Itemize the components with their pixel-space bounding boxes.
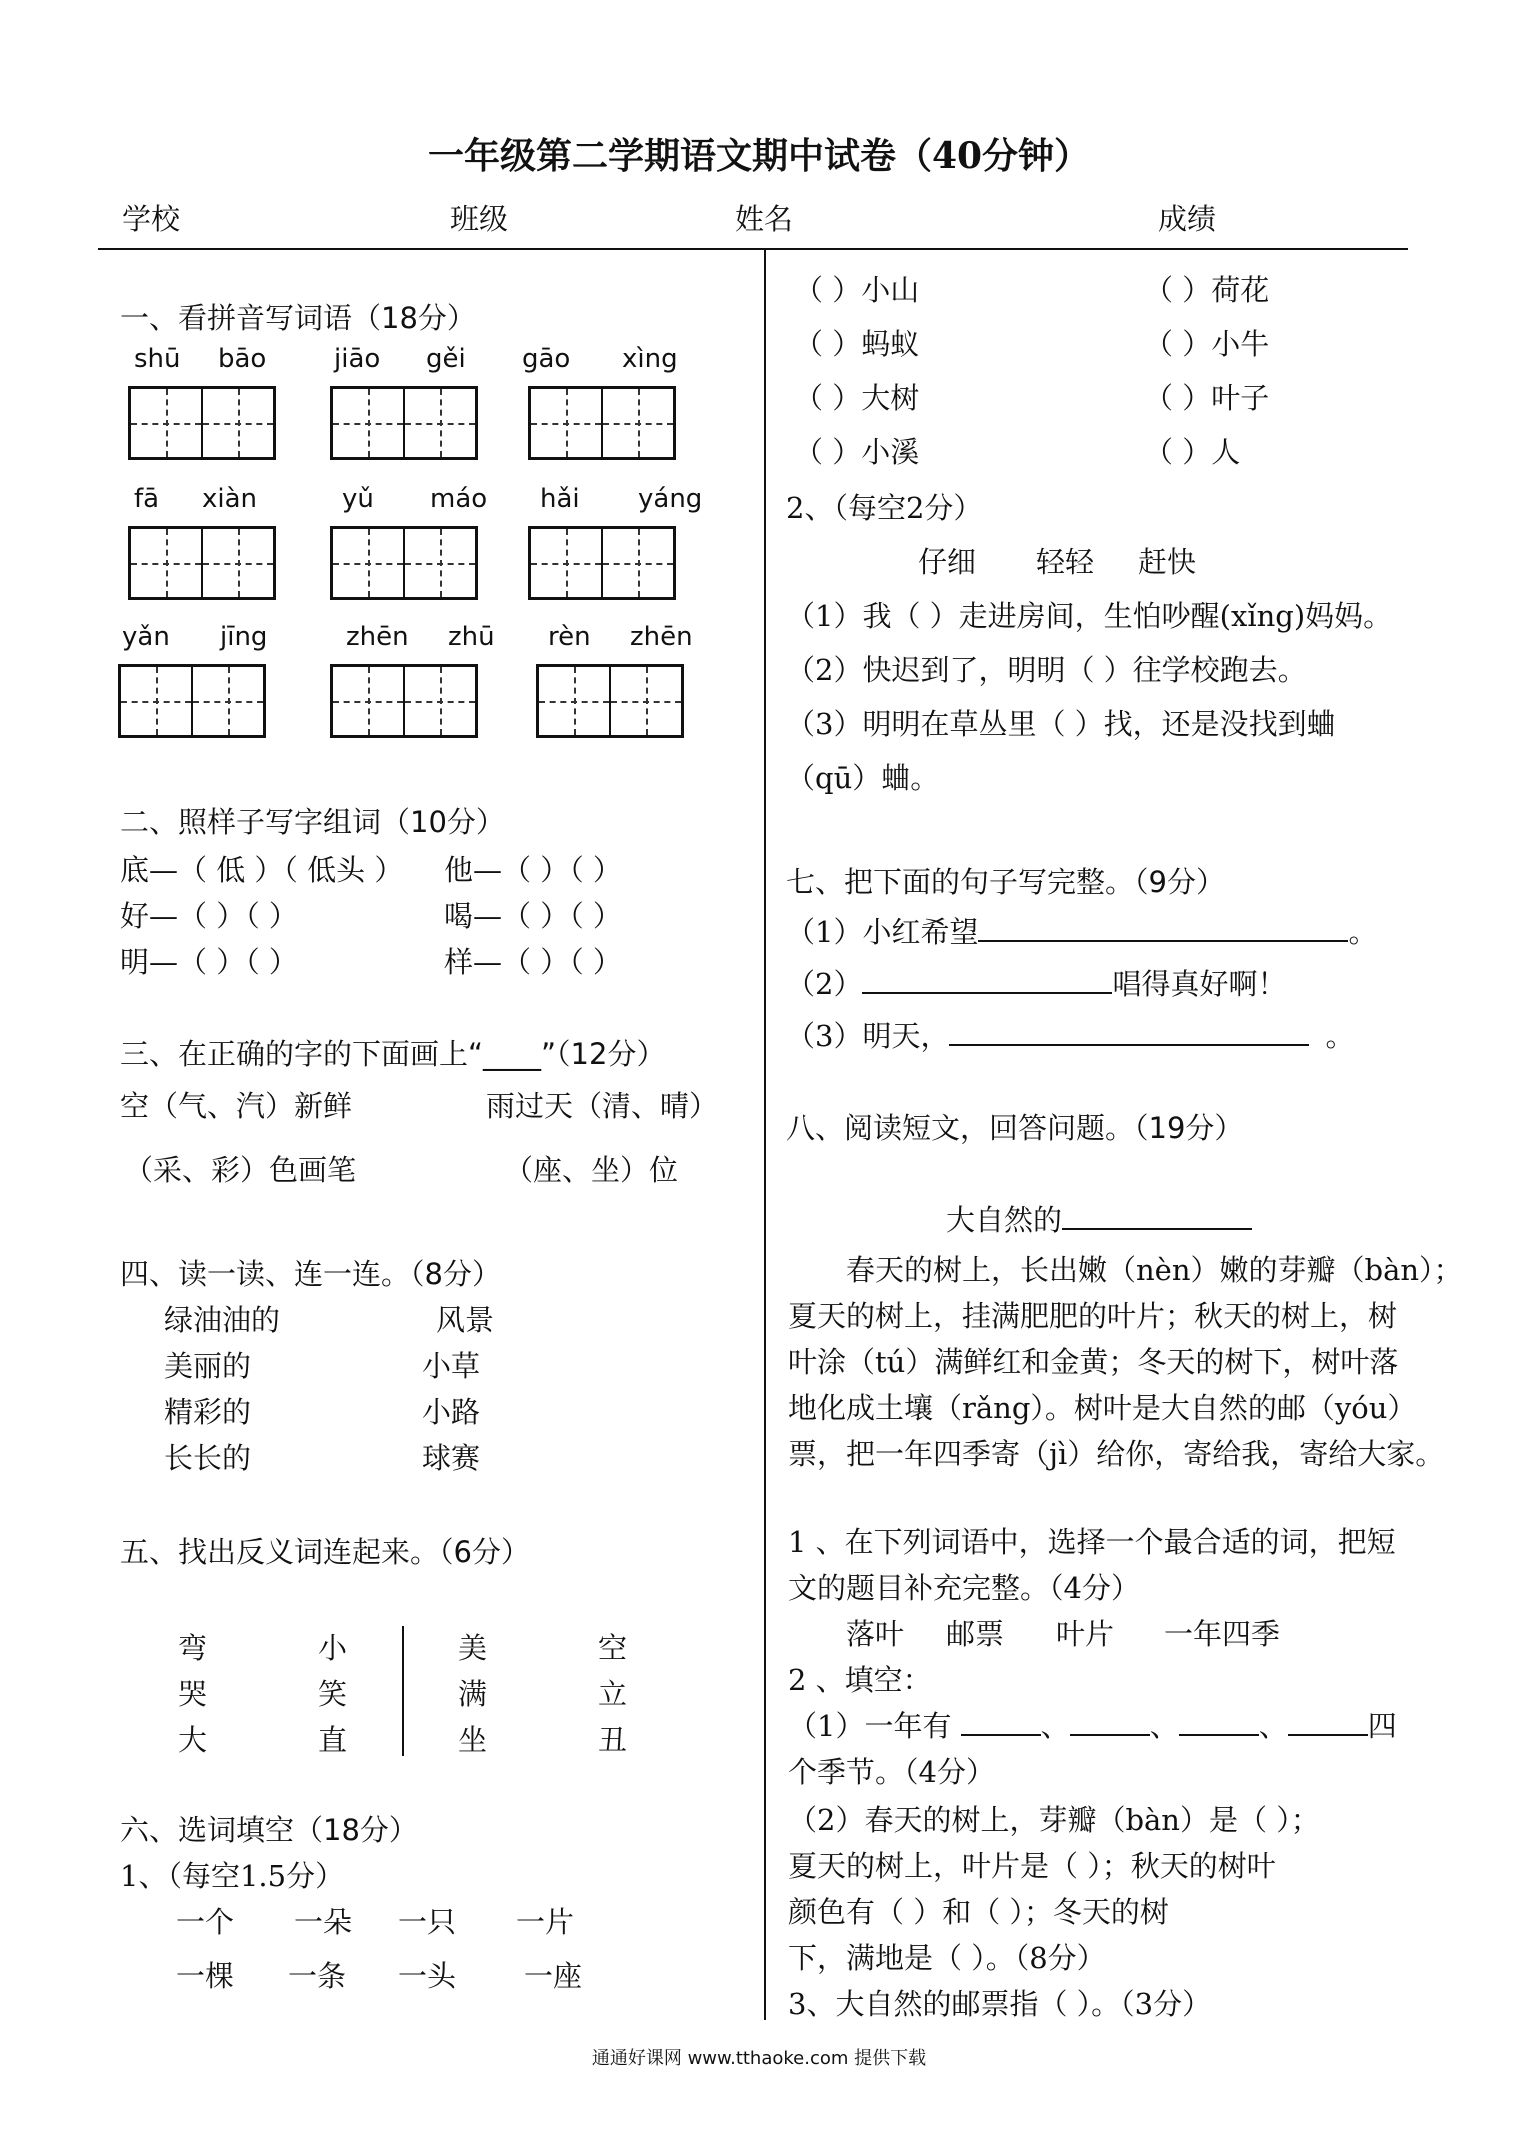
passage-line: 春天的树上，长出嫩（nèn）嫩的芽瓣（bàn）；	[846, 1253, 1463, 1287]
word-group-line[interactable]: 喝—（ ）（ ）	[444, 899, 622, 933]
match-right-item[interactable]: 风景	[436, 1303, 495, 1337]
fill-pair[interactable]: （ ）荷花	[1144, 273, 1270, 307]
choice-word: 仔细	[918, 545, 977, 579]
measure-word: 一条	[288, 1959, 347, 1993]
measure-word: 一个	[176, 1905, 235, 1939]
writing-grid[interactable]	[330, 526, 478, 600]
section6-sub2: 2、（每空2分）	[786, 491, 983, 525]
question-text: 1 、在下列词语中，选择一个最合适的词，把短	[788, 1525, 1396, 1559]
sentence-prefix: （1）小红希望	[786, 915, 979, 949]
pinyin: bāo	[218, 344, 267, 374]
antonym-word[interactable]: 空	[598, 1631, 628, 1665]
header-school-label: 学校	[122, 202, 181, 236]
footer: 通通好课网 www.tthaoke.com 提供下载	[591, 2048, 927, 2069]
choice-item[interactable]: 雨过天（清、晴）	[486, 1089, 719, 1123]
antonym-word[interactable]: 坐	[458, 1723, 488, 1757]
answer-line[interactable]	[978, 914, 1348, 942]
antonym-word[interactable]: 丑	[598, 1723, 628, 1757]
pinyin: xìng	[622, 344, 678, 374]
complete-sentence-3[interactable]	[786, 1014, 1354, 1055]
fill-pair[interactable]: （ ）小溪	[794, 435, 920, 469]
answer-line[interactable]	[1070, 1708, 1150, 1736]
passage-title-text: 大自然的	[946, 1203, 1063, 1237]
section6-heading: 六、选词填空（18分）	[120, 1813, 418, 1847]
fill-pair[interactable]: （ ）小牛	[1144, 327, 1270, 361]
pinyin: máo	[430, 484, 488, 514]
fill-sentence[interactable]: （2）春天的树上，芽瓣（bàn）是（ ）；	[788, 1803, 1320, 1837]
measure-word: 一座	[524, 1959, 583, 1993]
passage-line: 叶涂（tú）满鲜红和金黄；冬天的树下，树叶落	[788, 1345, 1399, 1379]
writing-grid[interactable]	[528, 526, 676, 600]
fill-seasons[interactable]	[788, 1704, 1397, 1745]
passage-line: 票，把一年四季寄（jì）给你，寄给我，寄给大家。	[788, 1437, 1445, 1471]
match-left-item[interactable]: 绿油油的	[164, 1303, 281, 1337]
pinyin: zhēn	[346, 622, 409, 652]
measure-word: 一头	[398, 1959, 457, 1993]
match-right-item[interactable]: 小草	[422, 1349, 481, 1383]
fill-sentence[interactable]: 下，满地是（ ）。（8分）	[788, 1941, 1106, 1975]
antonym-word[interactable]: 大	[178, 1723, 208, 1757]
section8-heading: 八、阅读短文，回答问题。（19分）	[786, 1111, 1244, 1145]
column-divider	[764, 250, 766, 2020]
header-divider	[98, 248, 1408, 250]
sentence-suffix: 。	[1325, 1019, 1355, 1053]
writing-grid[interactable]	[330, 664, 478, 738]
option-word[interactable]: 一年四季	[1164, 1617, 1281, 1651]
separator: 、	[1149, 1709, 1179, 1743]
separator: 、	[1258, 1709, 1288, 1743]
passage-line: 夏天的树上，挂满肥肥的叶片；秋天的树上，树	[788, 1299, 1398, 1333]
section7-heading: 七、把下面的句子写完整。（9分）	[786, 865, 1225, 899]
separator: 、	[1040, 1709, 1070, 1743]
section5-heading: 五、找出反义词连起来。（6分）	[120, 1535, 530, 1569]
passage-line: 地化成土壤（rǎng）。树叶是大自然的邮（yóu）	[788, 1391, 1417, 1425]
pinyin: yǎn	[122, 622, 170, 652]
match-left-item[interactable]: 精彩的	[164, 1395, 252, 1429]
fill-pair[interactable]: （ ）人	[1144, 435, 1241, 469]
choice-item[interactable]: （采、彩）色画笔	[124, 1153, 357, 1187]
fill-pair[interactable]: （ ）大树	[794, 381, 920, 415]
section2-heading: 二、照样子写字组词（10分）	[120, 805, 505, 839]
match-left-item[interactable]: 美丽的	[164, 1349, 252, 1383]
pinyin: yǔ	[342, 484, 374, 514]
section1-heading: 一、看拼音写词语（18分）	[120, 301, 476, 335]
section3-heading: 三、在正确的字的下面画上“____”（12分）	[120, 1037, 666, 1071]
fill-sentence[interactable]: （1）我（ ）走进房间，生怕吵醒(xǐng)妈妈。	[786, 599, 1393, 633]
choice-word: 赶快	[1138, 545, 1197, 579]
fill-sentence[interactable]: 夏天的树上，叶片是（ ）；秋天的树叶	[788, 1849, 1276, 1883]
option-word[interactable]: 落叶	[846, 1617, 905, 1651]
antonym-word[interactable]: 直	[318, 1723, 348, 1757]
fill-sentence[interactable]: 颜色有（ ）和（ ）；冬天的树	[788, 1895, 1169, 1929]
page-title: 一年级第二学期语文期中试卷（40分钟）	[427, 135, 1091, 177]
word-group-line[interactable]: 好—（ ）（ ）	[120, 899, 298, 933]
pinyin: xiàn	[202, 484, 258, 514]
complete-sentence-2[interactable]	[786, 962, 1286, 1003]
match-right-item[interactable]: 小路	[422, 1395, 481, 1429]
fill-sentence[interactable]: 3、大自然的邮票指（ ）。（3分）	[788, 1987, 1212, 2021]
question-text: 2 、填空：	[788, 1663, 932, 1697]
choice-word: 轻轻	[1036, 545, 1095, 579]
antonym-word[interactable]: 哭	[178, 1677, 208, 1711]
antonym-word[interactable]: 美	[458, 1631, 488, 1665]
pinyin: fā	[134, 484, 160, 514]
section6-sub1: 1、（每空1.5分）	[120, 1859, 345, 1893]
antonym-word[interactable]: 笑	[318, 1677, 348, 1711]
fill-sentence-cont: （qū）蛐。	[786, 761, 940, 795]
question-text: 个季节。（4分）	[788, 1755, 995, 1789]
sentence-suffix: 。	[1348, 915, 1378, 949]
writing-grid[interactable]	[528, 386, 676, 460]
pinyin: zhū	[448, 622, 495, 652]
answer-line[interactable]	[1179, 1708, 1259, 1736]
header-score-label: 成绩	[1158, 202, 1217, 236]
antonym-word[interactable]: 小	[318, 1631, 348, 1665]
section4-heading: 四、读一读、连一连。（8分）	[120, 1257, 501, 1291]
word-group-line[interactable]: 明—（ ）（ ）	[120, 945, 298, 979]
pinyin: jīng	[220, 622, 268, 652]
title-blank[interactable]	[1062, 1202, 1252, 1230]
writing-grid[interactable]	[118, 664, 266, 738]
complete-sentence-1[interactable]	[786, 910, 1377, 951]
writing-grid[interactable]	[536, 664, 684, 738]
sentence-suffix: 唱得真好啊！	[1112, 967, 1287, 1001]
measure-word: 一朵	[294, 1905, 353, 1939]
match-right-item[interactable]: 球赛	[422, 1441, 481, 1475]
question-suffix: 四	[1367, 1709, 1397, 1743]
answer-line[interactable]	[862, 966, 1112, 994]
pinyin: hǎi	[540, 484, 580, 514]
choice-item[interactable]: 空（气、汽）新鲜	[120, 1089, 353, 1123]
question-text: 文的题目补充完整。（4分）	[788, 1571, 1140, 1605]
word-group-line[interactable]: 他—（ ）（ ）	[444, 853, 622, 887]
fill-pair[interactable]: （ ）小山	[794, 273, 920, 307]
choice-item[interactable]: （座、坐）位	[504, 1153, 679, 1187]
header-name-label: 姓名	[735, 202, 794, 236]
header-class-label: 班级	[450, 202, 509, 236]
answer-line[interactable]	[949, 1018, 1309, 1046]
pinyin: gěi	[426, 344, 466, 374]
antonym-word[interactable]: 立	[598, 1677, 628, 1711]
word-group-line: 底—（ 低 ）（ 低头 ）	[120, 853, 404, 887]
pinyin: rèn	[548, 622, 591, 652]
measure-word: 一棵	[176, 1959, 235, 1993]
pinyin: gāo	[522, 344, 571, 374]
antonym-word[interactable]: 满	[458, 1677, 488, 1711]
writing-grid[interactable]	[330, 386, 478, 460]
writing-grid[interactable]	[128, 526, 276, 600]
option-word[interactable]: 叶片	[1056, 1617, 1115, 1651]
measure-word: 一只	[398, 1905, 457, 1939]
word-group-line[interactable]: 样—（ ）（ ）	[444, 945, 622, 979]
fill-sentence[interactable]: （3）明明在草丛里（ ）找，还是没找到蛐	[786, 707, 1336, 741]
fill-pair[interactable]: （ ）叶子	[1144, 381, 1270, 415]
pinyin: shū	[134, 344, 181, 374]
fill-pair[interactable]: （ ）蚂蚁	[794, 327, 920, 361]
pinyin: jiāo	[334, 344, 381, 374]
antonym-word[interactable]: 弯	[178, 1631, 208, 1665]
measure-word: 一片	[516, 1905, 575, 1939]
writing-grid[interactable]	[128, 386, 276, 460]
fill-sentence[interactable]: （2）快迟到了，明明（ ）往学校跑去。	[786, 653, 1307, 687]
antonym-divider	[402, 1626, 404, 1756]
match-left-item[interactable]: 长长的	[164, 1441, 252, 1475]
answer-line[interactable]	[961, 1708, 1041, 1736]
sentence-prefix: （3）明天，	[786, 1019, 950, 1053]
answer-line[interactable]	[1288, 1708, 1368, 1736]
pinyin: zhēn	[630, 622, 693, 652]
question-prefix: （1）一年有	[788, 1709, 952, 1743]
option-word[interactable]: 邮票	[946, 1617, 1005, 1651]
pinyin: yáng	[638, 484, 703, 514]
sentence-prefix: （2）	[786, 967, 863, 1001]
passage-title	[946, 1198, 1252, 1239]
